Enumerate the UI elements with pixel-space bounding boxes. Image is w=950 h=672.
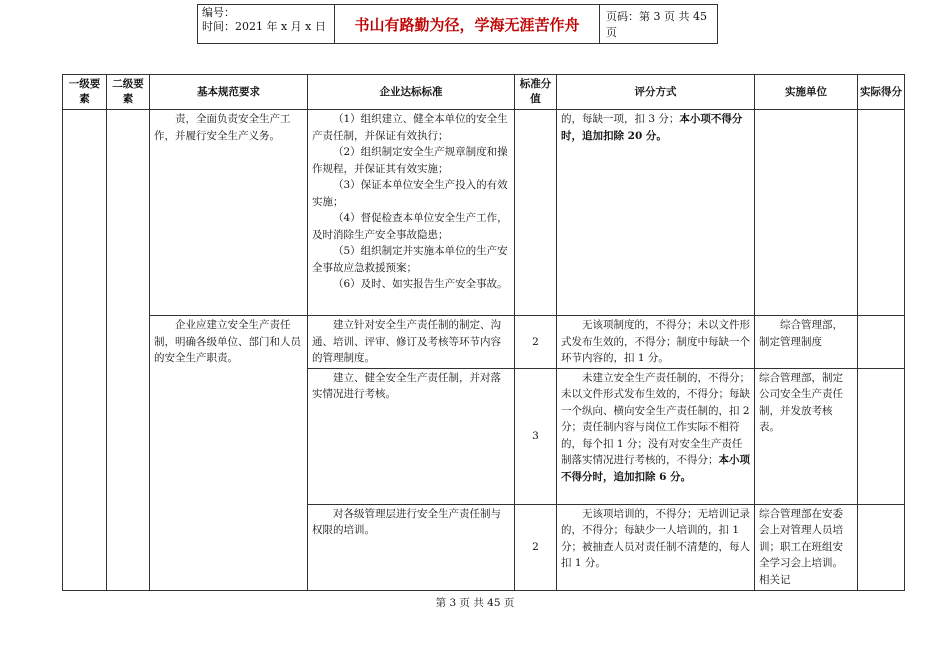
standard-item: （5）组织制定并实施本单位的生产安全事故应急救援预案；	[312, 245, 508, 274]
standard-item: （2）组织制定安全生产规章制度和操作规程，并保证其有效实施；	[312, 146, 508, 175]
unit-text: 综合管理部在安委会上对管理人员培训；职工在班组安全学习会上培训。相关记	[759, 507, 843, 586]
document-header	[197, 4, 718, 44]
standard-item: （1）组织建立、健全本单位的安全生产责任制，并保证有效执行；	[312, 113, 508, 142]
unit-cell: 综合管理部，制定管理制度	[755, 316, 858, 369]
col-header-unit: 实施单位	[755, 75, 858, 110]
standard-cell: 建立、健全安全生产责任制，并对落实情况进行考核。	[308, 368, 515, 504]
method-text: 未建立安全生产责任制的，不得分；未以文件形式发布生效的，不得分；每缺一个纵向、横向安全生产责任制的，扣 2 分；责任制内容与岗位工作实际不相符的，每个扣 1 分；没有对安全生产责任制落实情况进行考核的，不得分；	[561, 371, 750, 466]
actual-score-cell	[858, 316, 905, 369]
standard-item: （4）督促检查本单位安全生产工作，及时消除生产安全事故隐患；	[312, 212, 508, 241]
score-cell: 2	[515, 504, 557, 590]
requirement-cell: 企业应建立安全生产责任制，明确各级单位、部门和人员的安全生产职责。	[150, 316, 308, 591]
standard-cell: 建立针对安全生产责任制的制定、沟通、培训、评审、修订及考核等环节内容的管理制度。	[308, 316, 515, 369]
actual-score-cell	[858, 504, 905, 590]
standard-cell	[308, 110, 515, 316]
actual-score-cell	[858, 368, 905, 504]
page-info: 页码：第 3 页 共 45 页	[606, 10, 707, 39]
level2-cell	[107, 110, 150, 591]
unit-cell	[755, 504, 858, 590]
col-header-standard: 企业达标标准	[308, 75, 515, 110]
table-row	[63, 316, 905, 369]
table-header-row	[63, 75, 905, 110]
requirement-cell: 责，全面负责安全生产工作，并履行安全生产义务。	[150, 110, 308, 316]
col-header-method: 评分方式	[557, 75, 755, 110]
method-cell	[557, 368, 755, 504]
score-cell: 3	[515, 368, 557, 504]
method-cell: 无该项制度的，不得分；未以文件形式发布生效的，不得分；制度中每缺一个环节内容的，扣 1 分。	[557, 316, 755, 369]
motto: 书山有路勤为径，学海无涯苦作舟	[335, 5, 600, 43]
level1-cell	[63, 110, 107, 591]
table-row	[63, 110, 905, 316]
col-header-level2: 二级要素	[107, 75, 150, 110]
header-meta	[198, 5, 335, 43]
method-cell: 无该项培训的，不得分；无培训记录的，不得分；每缺少一人培训的，扣 1 分；被抽查人员对责任制不清楚的，每人扣 1 分。	[557, 504, 755, 590]
col-header-requirement: 基本规范要求	[150, 75, 308, 110]
col-header-level1: 一级要素	[63, 75, 107, 110]
method-cell	[557, 110, 755, 316]
score-cell	[515, 110, 557, 316]
standards-table	[62, 74, 905, 591]
page-footer: 第 3 页 共 45 页	[435, 597, 515, 609]
standard-item: （3）保证本单位安全生产投入的有效实施；	[312, 179, 508, 208]
score-cell: 2	[515, 316, 557, 369]
actual-score-cell	[858, 110, 905, 316]
method-bold: 本小项不得分时，追加扣除 6 分。	[561, 454, 750, 483]
method-text: 的，每缺一项，扣 3 分；	[561, 113, 680, 125]
col-header-score: 标准分值	[515, 75, 557, 110]
standard-item: （6）及时、如实报告生产安全事故。	[333, 278, 508, 290]
serial-number-label: 编号：	[202, 6, 235, 19]
date-label: 时间：2021 年 x 月 x 日	[202, 20, 326, 33]
unit-cell: 综合管理部，制定公司安全生产责任制，并发放考核表。	[755, 368, 858, 504]
method-bold: 本小项不得分时，追加扣除 20 分。	[561, 113, 743, 142]
unit-cell	[755, 110, 858, 316]
standard-cell: 对各级管理层进行安全生产责任制与权限的培训。	[308, 504, 515, 590]
col-header-actual: 实际得分	[858, 75, 905, 110]
